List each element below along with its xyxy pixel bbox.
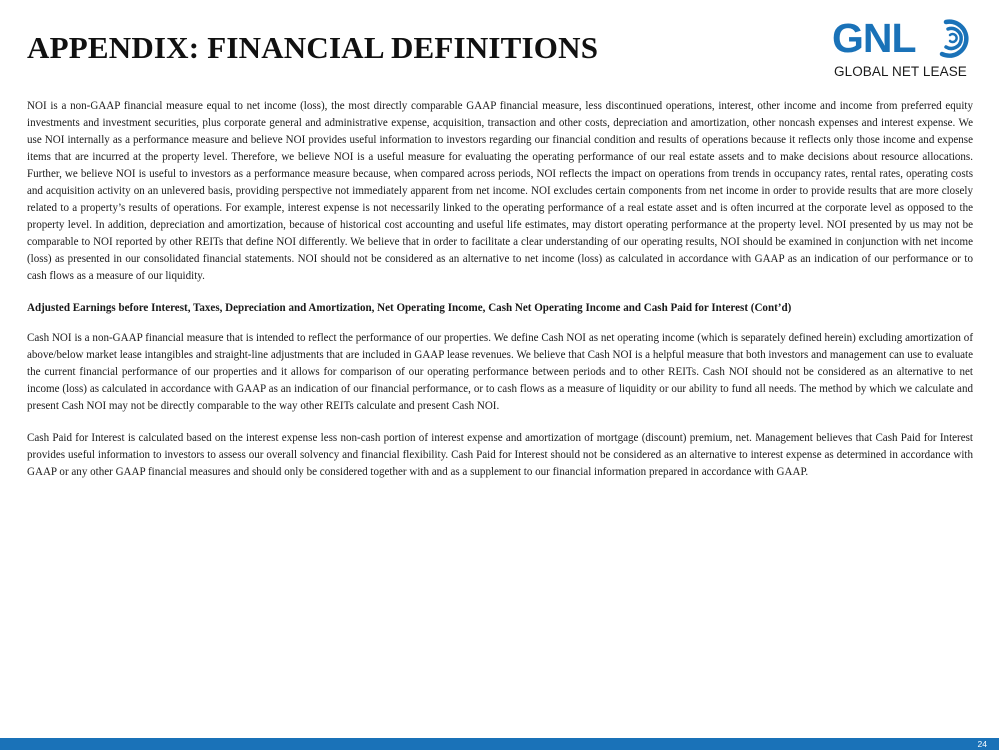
logo-wordmark: GNL bbox=[832, 15, 916, 61]
page-number: 24 bbox=[977, 739, 987, 749]
document-body bbox=[27, 98, 973, 496]
cash-noi-definition-paragraph: Cash NOI is a non-GAAP financial measure that is intended to reflect the performance of our properties. We define Cash NOI as net operating income (which is separately defined herein) excluding amortization of above/below market lease intangibles and straight-line adjustments that are included in GAAP lease revenues. We believe that Cash NOI is a helpful measure that both investors and management can use to evaluate the current financial performance of our properties and it allows for comparison of our operating performance between periods and to other REITs. Cash NOI should not be considered as an alternative to net income (loss) as calculated in accordance with GAAP as an indication of our financial performance, or to cash flows as a measure of liquidity or our ability to fund all needs. The method by which we calculate and present Cash NOI may not be directly comparable to the way other REITs calculate and present Cash NOI. bbox=[27, 332, 973, 412]
logo-subtitle: GLOBAL NET LEASE bbox=[834, 64, 967, 79]
footer-bar bbox=[0, 738, 999, 750]
page-title: APPENDIX: FINANCIAL DEFINITIONS bbox=[27, 30, 599, 65]
company-logo bbox=[832, 14, 977, 82]
swirl-icon bbox=[932, 16, 976, 60]
noi-definition-paragraph: NOI is a non-GAAP financial measure equal to net income (loss), the most directly comparable GAAP financial measure, less discontinued operations, interest, other income and income from preferred equity investments and investment securities, plus corporate general and administrative expense, acquisition, transaction and other costs, depreciation and amortization, other noncash expenses and interest expense. We use NOI internally as a performance measure and believe NOI provides useful information to investors regarding our financial condition and results of operations because it reflects only those income and expense items that are incurred at the property level. Therefore, we believe NOI is a useful measure for evaluating the operating performance of our real estate assets and to make decisions about resource allocations. Further, we believe NOI is useful to investors as a performance measure because, when compared across periods, NOI reflects the impact on operations from trends in occupancy rates, rental rates, operating costs and acquisition activity on an unlevered basis, providing perspective not immediately apparent from net income. NOI excludes certain components from net income in order to provide results that are more closely related to a property’s results of operations. For example, interest expense is not necessarily linked to the operating performance of a real estate asset and is often incurred at the corporate level as opposed to the property level. In addition, depreciation and amortization, because of historical cost accounting and useful life estimates, may distort operating performance at the property level. NOI presented by us may not be comparable to NOI reported by other REITs that define NOI differently. We believe that in order to facilitate a clear understanding of our operating results, NOI should be examined in conjunction with net income (loss) as presented in our consolidated financial statements. NOI should not be considered as an alternative to net income (loss) as calculated in accordance with GAAP as an indication of our performance or to cash flows as a measure of our liquidity. bbox=[27, 100, 973, 282]
cash-paid-interest-paragraph: Cash Paid for Interest is calculated based on the interest expense less non-cash portion of interest expense and amortization of mortgage (discount) premium, net. Management believes that Cash Paid for Interest provides useful information to investors to assess our overall solvency and financial flexibility. Cash Paid for Interest should not be considered as an alternative to interest expense as determined in accordance with GAAP or any other GAAP financial measures and should only be considered together with and as a supplement to our financial information prepared in accordance with GAAP. bbox=[27, 432, 973, 478]
section-heading: Adjusted Earnings before Interest, Taxes, Depreciation and Amortization, Net Operating Income, Cash Net Operating Income and Cash Paid for Interest (Cont’d) bbox=[27, 302, 792, 314]
